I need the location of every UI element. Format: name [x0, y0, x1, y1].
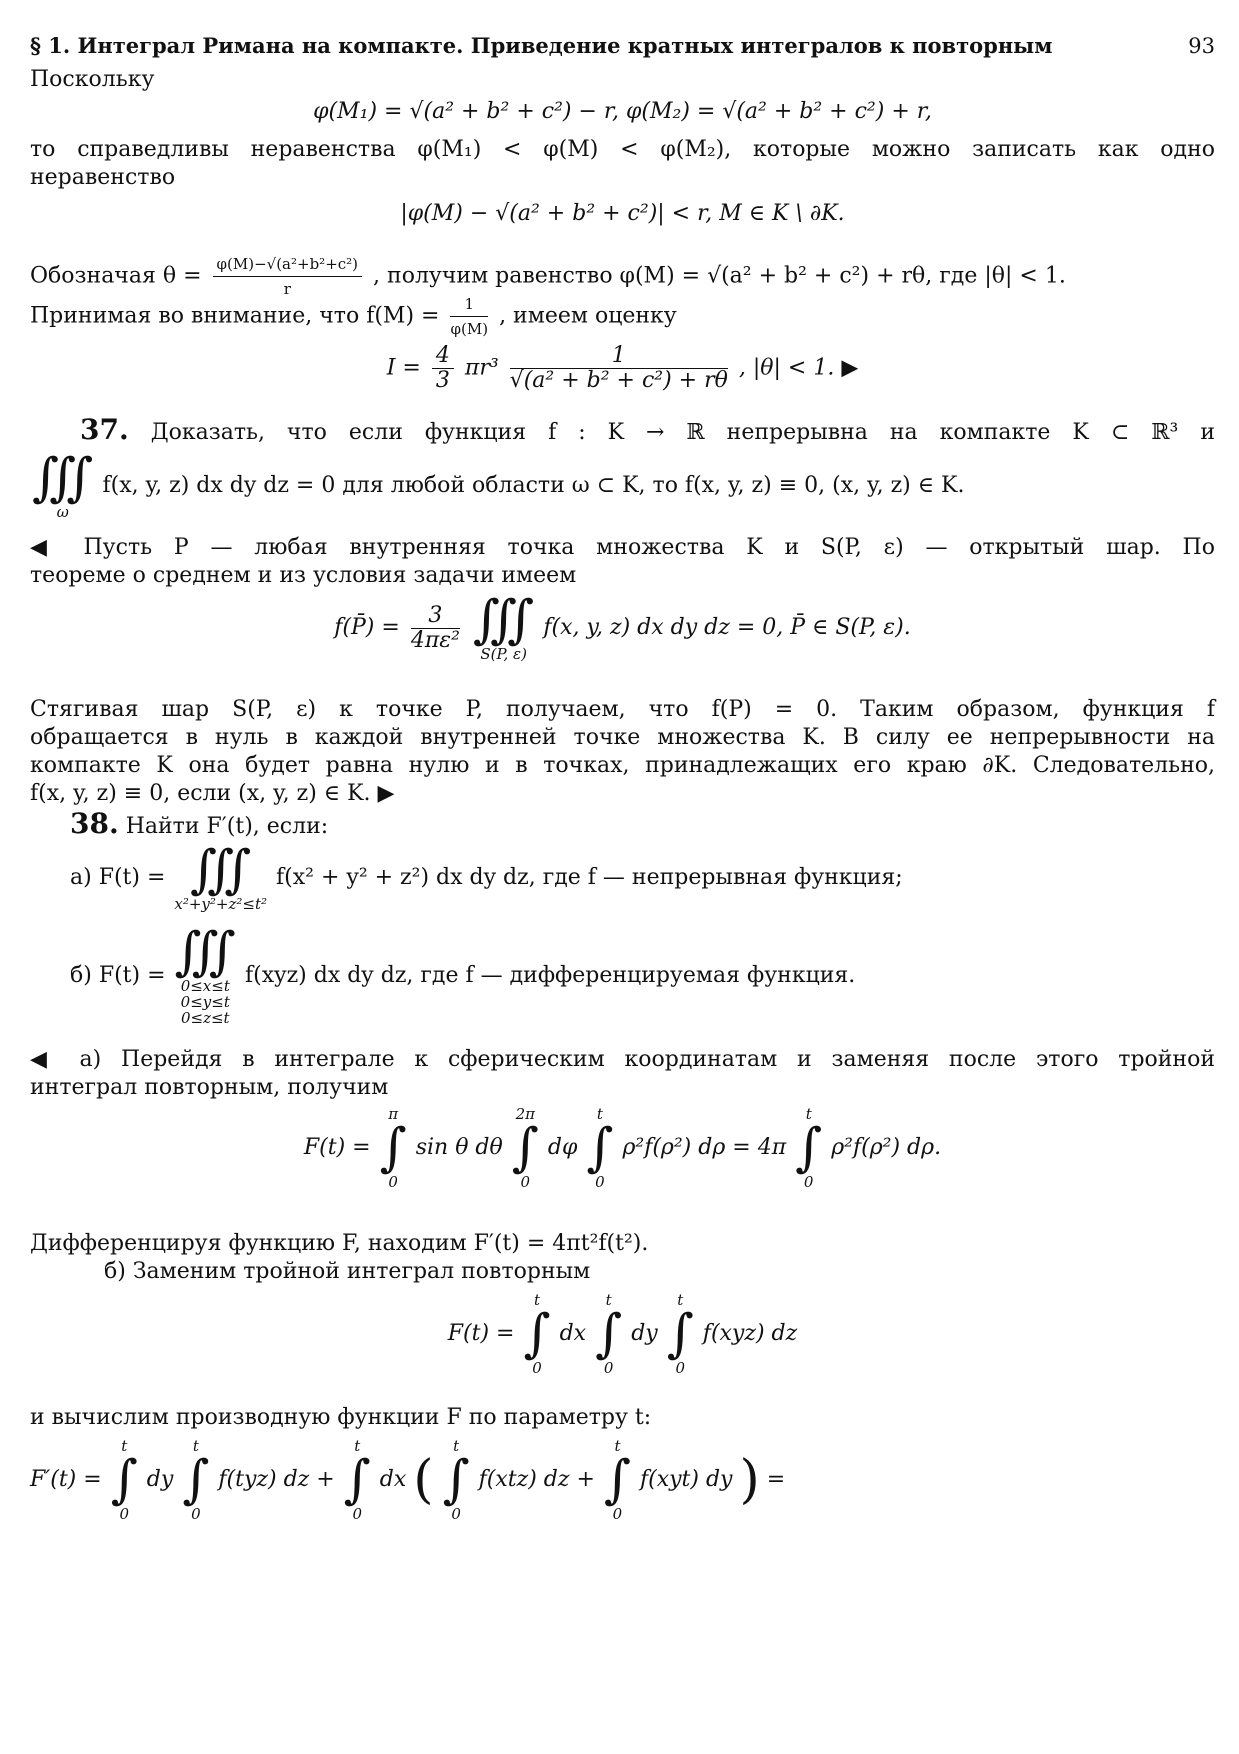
theta-frac-den: r [283, 280, 291, 298]
integral-sign: ∫ [523, 1304, 551, 1364]
integral-sign: ∭ [32, 448, 94, 508]
theta-frac-num: φ(M)−√(a²+b²+c²) [213, 252, 363, 277]
integral-sign: ∫ [595, 1304, 623, 1364]
integral [182, 1438, 209, 1522]
problem-37-line2 [30, 448, 1215, 521]
mean-frac [411, 604, 460, 653]
text-line: и вычислим производную функции F по параметру t: [30, 1405, 652, 1430]
text-line: Дифференцируя функцию F, находим F′(t) = 4πt²f(t²). [30, 1231, 649, 1256]
integral [524, 1292, 551, 1376]
frac-den: √(a² + b² + c²) + rθ [509, 368, 728, 393]
estimate-lhs: I = [386, 355, 421, 381]
term: f(xyz) dz [702, 1321, 798, 1346]
text-line-fm [30, 292, 1215, 341]
text-line: интеграл повторным, получим [30, 1075, 389, 1100]
integral-sign: ∫ [586, 1118, 614, 1178]
upper-limit: 2π [515, 1105, 536, 1123]
problem-37-text2: f(x, y, z) dx dy dz = 0 для любой области ω ⊂ K, то f(x, y, z) ≡ 0, (x, y, z) ∈ K. [102, 473, 965, 498]
iterated-lhs: F(t) = [447, 1321, 515, 1346]
upper-limit: t [605, 1291, 612, 1309]
page-number: 93 [1188, 34, 1215, 58]
integral-sign: ∫ [795, 1118, 823, 1178]
lower-limit: 0 [612, 1505, 623, 1523]
integral-sign: ∫ [666, 1304, 694, 1364]
frac-num: 1 [510, 344, 728, 369]
text-line: f(x, y, z) ≡ 0, если (x, y, z) ∈ K. ▶ [30, 781, 395, 806]
text-line: Стягивая шар S(P, ε) к точке P, получаем, что f(P) = 0. Таким образом, функция f [30, 697, 1215, 722]
upper-limit: t [354, 1437, 361, 1455]
frac-num: 4 [432, 344, 454, 369]
integral-sign: ∭ [189, 840, 252, 900]
spherical-lhs: F(t) = [303, 1135, 371, 1160]
triple-integral [472, 590, 535, 663]
integral [595, 1292, 622, 1376]
integral-sign: ∫ [379, 1118, 407, 1178]
integral-sign: ∫ [442, 1450, 470, 1510]
text-line: ◀ Пусть P — любая внутренняя точка множества K и S(P, ε) — открытый шар. По [30, 535, 1215, 560]
integral [795, 1106, 822, 1190]
problem-38-a [30, 840, 1215, 913]
right-paren: ) [739, 1450, 760, 1510]
problem-38-statement [30, 807, 1215, 841]
upper-limit: t [534, 1291, 541, 1309]
problem-number: 37. [80, 413, 129, 446]
problem-38-b [30, 922, 1215, 1027]
upper-limit: t [677, 1291, 684, 1309]
upper-limit: t [192, 1437, 199, 1455]
integral-sign: ∫ [110, 1450, 138, 1510]
integral [443, 1438, 470, 1522]
formula-estimate [30, 344, 1215, 393]
term: f(xtz) dz + [478, 1467, 595, 1492]
upper-limit: π [388, 1105, 399, 1123]
text-line: обращается в нуль в каждой внутренней точке множества K. В силу ее непрерывности на [30, 725, 1215, 750]
integral [512, 1106, 539, 1190]
integral-sign: ∫ [182, 1450, 210, 1510]
problem-37-statement [30, 413, 1215, 447]
mean-lhs: f(P̄) = [334, 615, 400, 640]
integral-sign: ∫ [511, 1118, 539, 1178]
estimate-rest: , |θ| < 1. ▶ [738, 355, 859, 381]
integral-domain: ω [56, 503, 69, 521]
running-title: § 1. Интеграл Римана на компакте. Приведение кратных интегралов к повторным [30, 33, 1053, 58]
term: dx [559, 1321, 587, 1346]
integral [380, 1106, 407, 1190]
integral [111, 1438, 138, 1522]
text-line: Поскольку [30, 67, 155, 92]
formula-mean-value [30, 590, 1215, 663]
estimate-frac1 [432, 344, 454, 393]
lower-limit: 0 [119, 1505, 130, 1523]
term: dφ [547, 1135, 578, 1160]
upper-limit: t [596, 1105, 603, 1123]
term: f(tyz) dz + [218, 1467, 335, 1492]
lower-limit: 0 [532, 1359, 542, 1377]
running-header [30, 32, 1215, 60]
integral-domain: x²+y²+z²≤t² [174, 895, 268, 913]
integral-domain: 0≤z≤t [180, 1009, 230, 1027]
formula-inequality: |φ(M) − √(a² + b² + c²)| < r, M ∈ K \ ∂K. [400, 201, 845, 226]
lower-limit: 0 [352, 1505, 362, 1523]
formula-spherical [30, 1106, 1215, 1190]
integral-sign: ∫ [343, 1450, 371, 1510]
fm-fraction [450, 292, 488, 341]
upper-limit: t [805, 1105, 812, 1123]
integral [604, 1438, 631, 1522]
lower-limit: 0 [520, 1173, 531, 1191]
triple-integral [174, 840, 268, 913]
text-line: ◀ а) Перейдя в интеграле к сферическим координатам и заменяя после этого тройной [30, 1047, 1215, 1072]
frac-den: 4πε² [410, 627, 460, 653]
estimate-frac2 [510, 344, 728, 393]
lower-limit: 0 [451, 1505, 461, 1523]
term: dx [379, 1467, 407, 1492]
text-line: неравенство [30, 165, 176, 190]
problem-38-text: Найти F′(t), если: [125, 814, 329, 839]
term: ρ²f(ρ²) dρ. [831, 1135, 942, 1160]
integral [667, 1292, 694, 1376]
integral [344, 1438, 371, 1522]
text-line: теореме о среднем и из условия задачи имеем [30, 563, 577, 588]
integral [586, 1106, 613, 1190]
term: dy [146, 1467, 174, 1492]
theta-rest: , получим равенство φ(M) = √(a² + b² + c²) + rθ, где |θ| < 1. [373, 263, 1066, 289]
problem-37-text: Доказать, что если функция f : K → ℝ непрерывна на компакте K ⊂ ℝ³ и [150, 420, 1215, 445]
term: ρ²f(ρ²) dρ = 4π [622, 1135, 787, 1160]
problem-number: 38. [70, 807, 119, 840]
estimate-mid: πr³ [464, 355, 499, 381]
left-paren: ( [413, 1450, 434, 1510]
formula-phi: φ(M₁) = √(a² + b² + c²) − r, φ(M₂) = √(a² + b² + c²) + r, [313, 99, 932, 124]
theta-label: Обозначая θ = [30, 263, 202, 289]
fm-frac-num: 1 [450, 292, 488, 317]
page [30, 24, 1215, 1734]
lower-limit: 0 [388, 1173, 398, 1191]
lower-limit: 0 [191, 1505, 201, 1523]
text-line: б) Заменим тройной интеграл повторным [104, 1259, 591, 1284]
triple-integral [32, 448, 94, 521]
mean-rest: f(x, y, z) dx dy dz = 0, P̄ ∈ S(P, ε). [543, 615, 911, 640]
integral-domain: 0≤x≤t [180, 977, 230, 995]
text-line: то справедливы неравенства φ(M₁) < φ(M) < φ(M₂), которые можно записать как одно [30, 137, 1215, 162]
term: dy [631, 1321, 658, 1346]
integral-sign: ∭ [472, 590, 535, 650]
fm-label: Принимая во внимание, что f(M) = [30, 303, 440, 329]
integral-domain: S(P, ε) [480, 645, 527, 663]
term: f(xyt) dy [640, 1467, 733, 1492]
equals-sign: = [766, 1467, 786, 1492]
formula-iterated [30, 1292, 1215, 1376]
frac-num: 3 [411, 604, 460, 629]
part-a-label: а) F(t) = [70, 865, 166, 890]
upper-limit: t [121, 1437, 128, 1455]
frac-den: 3 [435, 368, 450, 393]
part-a-body: f(x² + y² + z²) dx dy dz, где f — непрерывная функция; [276, 865, 903, 890]
integral-sign: ∭ [174, 922, 237, 982]
lower-limit: 0 [603, 1359, 614, 1377]
triple-integral [174, 922, 237, 1027]
term: sin θ dθ [415, 1135, 503, 1160]
integral-sign: ∫ [603, 1450, 631, 1510]
fm-frac-den: φ(M) [450, 320, 489, 338]
lower-limit: 0 [803, 1173, 814, 1191]
part-b-body: f(xyz) dx dy dz, где f — дифференцируемая функция. [245, 963, 856, 988]
formula-derivative [30, 1438, 1215, 1522]
lower-limit: 0 [595, 1173, 605, 1191]
lower-limit: 0 [675, 1359, 686, 1377]
derivative-lhs: F′(t) = [30, 1467, 102, 1492]
text-line: компакте K она будет равна нулю и в точках, принадлежащих его краю ∂K. Следовательно, [30, 753, 1215, 778]
upper-limit: t [453, 1437, 460, 1455]
fm-rest: , имеем оценку [499, 303, 677, 329]
integral-domain: 0≤y≤t [180, 993, 230, 1011]
part-b-label: б) F(t) = [70, 963, 166, 988]
upper-limit: t [614, 1437, 621, 1455]
